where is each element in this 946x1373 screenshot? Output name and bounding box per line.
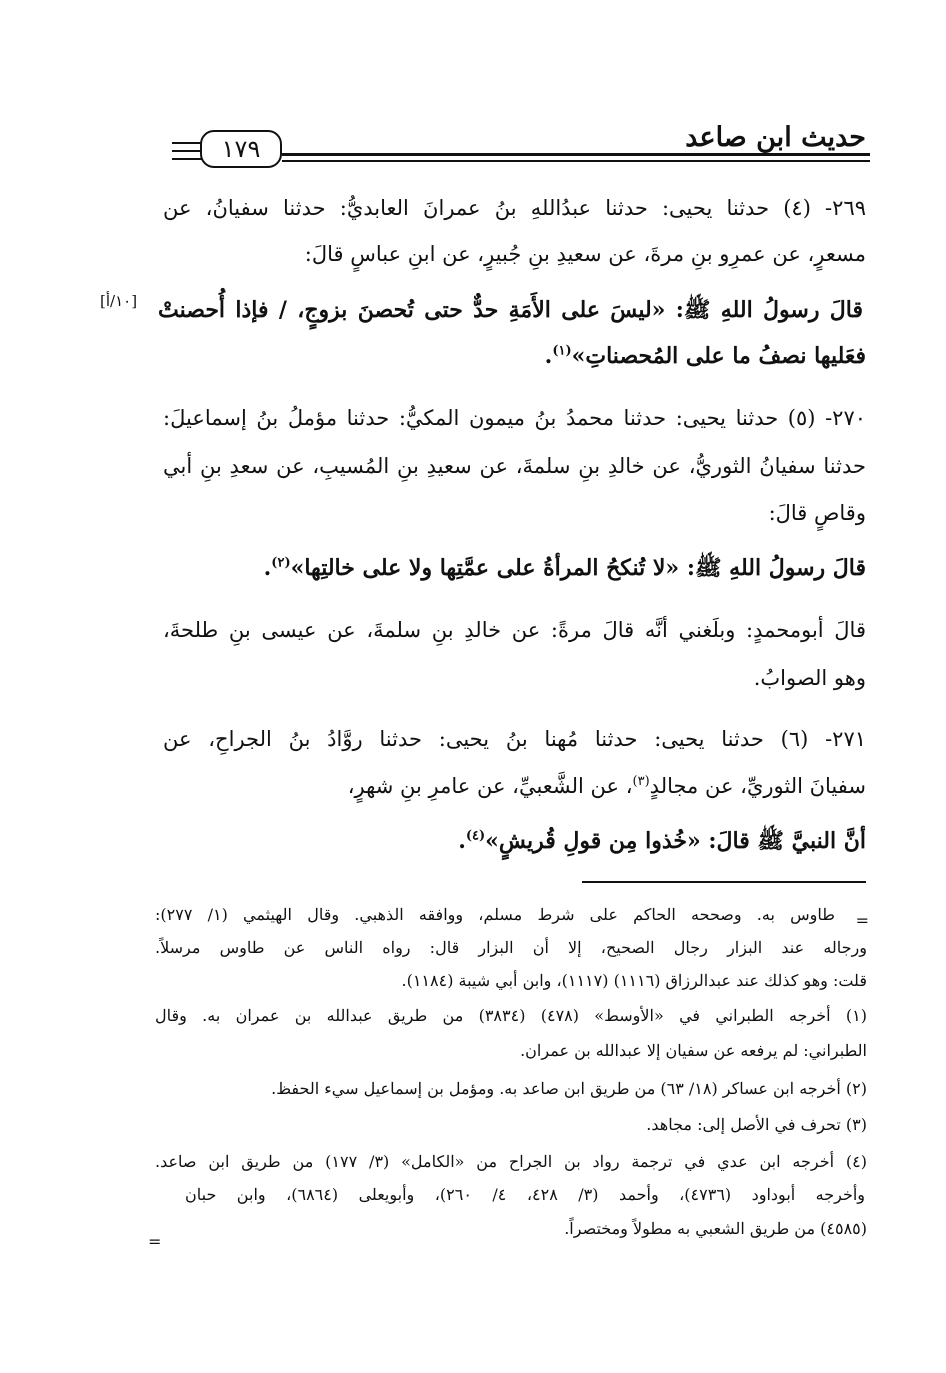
- footnote-line-2: ورجاله عند البزار رجال الصحيح، إلا أن البزار قال: رواه الناس عن طاوس مرسلاً.: [155, 938, 867, 957]
- body-line-8: قالَ رسولُ اللهِ ﷺ: «لا تُنكحُ المرأةُ على عمَّتِها ولا على خالتِها»$^{(٢)}$.: [263, 555, 866, 581]
- body-line-12: [163, 771, 866, 801]
- hadith-text: قالَ رسولُ اللهِ ﷺ: «لا تُنكحُ المرأةُ على عمَّتِها ولا على خالتِها»: [290, 555, 866, 581]
- body-line-4: فعَليها نصفُ ما على المُحصناتِ»$^{(١)}$.: [544, 343, 866, 369]
- manuscript-folio-ref: [١٠/أ]: [100, 292, 138, 310]
- footnote-separator: [582, 881, 866, 883]
- body-line-1: ٢٦٩- (٤) حدثنا يحيى: حدثنا عبدُاللهِ بنُ عمرانَ العابديُّ: حدثنا سفيانُ، عن: [163, 196, 867, 220]
- body-line-9: قالَ أبومحمدٍ: وبلَغني أنَّه قالَ مرةً: عن خالدِ بنِ سلمةَ، عن عيسى بنِ طلحةَ،: [163, 618, 866, 642]
- footnote-line-7: (٣) تحرف في الأصل إلى: مجاهد.: [646, 1115, 867, 1134]
- page-number: ١٧٩: [200, 130, 282, 168]
- footnote-line-9: وأخرجه أبوداود (٤٧٣٦)، وأحمد (٣/ ٤٢٨، ٤/ ٢٦٠)، وأبويعلى (٦٨٦٤)، وابن حبان: [185, 1185, 866, 1204]
- footnote-line-1: طاوس به. وصححه الحاكم على شرط مسلم، ووافقه الذهبي. وقال الهيثمي (١/ ٢٧٧):: [155, 905, 835, 924]
- header-rule-right-2: [282, 160, 870, 162]
- body-line-13: أنَّ النبيَّ ﷺ قالَ: «خُذوا مِن قولِ قُريشٍ»$^{(٤)}$.: [458, 828, 866, 854]
- footnote-line-4: (١) أخرجه الطبراني في «الأوسط» (٤٧٨) (٣٨٣٤) من طريق عبدالله بن عمران به. وقال: [155, 1006, 867, 1025]
- body-line-5: ٢٧٠- (٥) حدثنا يحيى: حدثنا محمدُ بنُ ميمون المكيُّ: حدثنا مؤملُ بنُ إسماعيلَ:: [163, 406, 867, 430]
- chain-text-b: ، عن الشَّعبيِّ، عن عامرِ بنِ شهرٍ،: [347, 774, 633, 798]
- footnote-continues-mark: =: [148, 1232, 162, 1251]
- footnote-line-3: قلت: وهو كذلك عند عبدالرزاق (١١١٦) (١١١٧)، وابن أبي شيبة (١١٨٤).: [401, 971, 867, 990]
- body-line-11: ٢٧١- (٦) حدثنا يحيى: حدثنا مُهنا بنُ يحيى: حدثنا روَّادُ بنُ الجراحِ، عن: [163, 727, 867, 751]
- footnote-line-5: الطبراني: لم يرفعه عن سفيان إلا عبدالله بن عمران.: [520, 1041, 867, 1060]
- header-rule-right-1: [282, 153, 870, 156]
- body-line-7: وقاصٍ قالَ:: [768, 501, 866, 525]
- chain-text-a: سفيانَ الثوريِّ، عن مجالدٍ: [649, 774, 866, 798]
- body-line-3: قالَ رسولُ اللهِ ﷺ: «ليسَ على الأَمَةِ حدٌّ حتى تُحصنَ بزوجٍ، / فإذا أُحصنتْ: [158, 297, 863, 323]
- footnote-line-10: (٤٥٨٥) من طريق الشعبي به مطولاً ومختصراً.: [564, 1219, 867, 1238]
- hadith-text: أنَّ النبيَّ ﷺ قالَ: «خُذوا مِن قولِ قُريشٍ»: [485, 828, 866, 854]
- footnote-line-8: (٤) أخرجه ابن عدي في ترجمة رواد بن الجراح من «الكامل» (٣/ ١٧٧) من طريق ابن صاعد.: [155, 1152, 868, 1171]
- body-line-10: وهو الصوابُ.: [753, 666, 866, 690]
- footnote-line-6: (٢) أخرجه ابن عساكر (١٨/ ٦٣) من طريق ابن صاعد به. ومؤمل بن إسماعيل سيء الحفظ.: [271, 1079, 867, 1098]
- footnote-ref-3: (٣): [632, 774, 650, 789]
- footnote-ref-4: (٤): [465, 828, 486, 844]
- body-line-6: حدثنا سفيانُ الثوريُّ، عن خالدِ بنِ سلمةَ، عن سعيدِ بنِ المُسيبِ، عن سعدِ بنِ أبي: [163, 454, 866, 478]
- header-rule-left-3: [172, 158, 202, 160]
- running-head-title: حديث ابن صاعد: [685, 122, 866, 153]
- body-line-2: مسعرٍ، عن عمرِو بنِ مرةَ، عن سعيدِ بنِ جُبيرٍ، عن ابنِ عباسٍ قالَ:: [304, 242, 866, 266]
- footnote-continuation-mark: =: [855, 911, 869, 930]
- header-rule-left-1: [172, 142, 202, 144]
- header-rule-left-2: [172, 150, 202, 152]
- footnote-ref-2: (٢): [271, 555, 291, 571]
- hadith-text: فعَليها نصفُ ما على المُحصناتِ»: [571, 343, 866, 369]
- footnote-ref-1: (١): [552, 343, 572, 359]
